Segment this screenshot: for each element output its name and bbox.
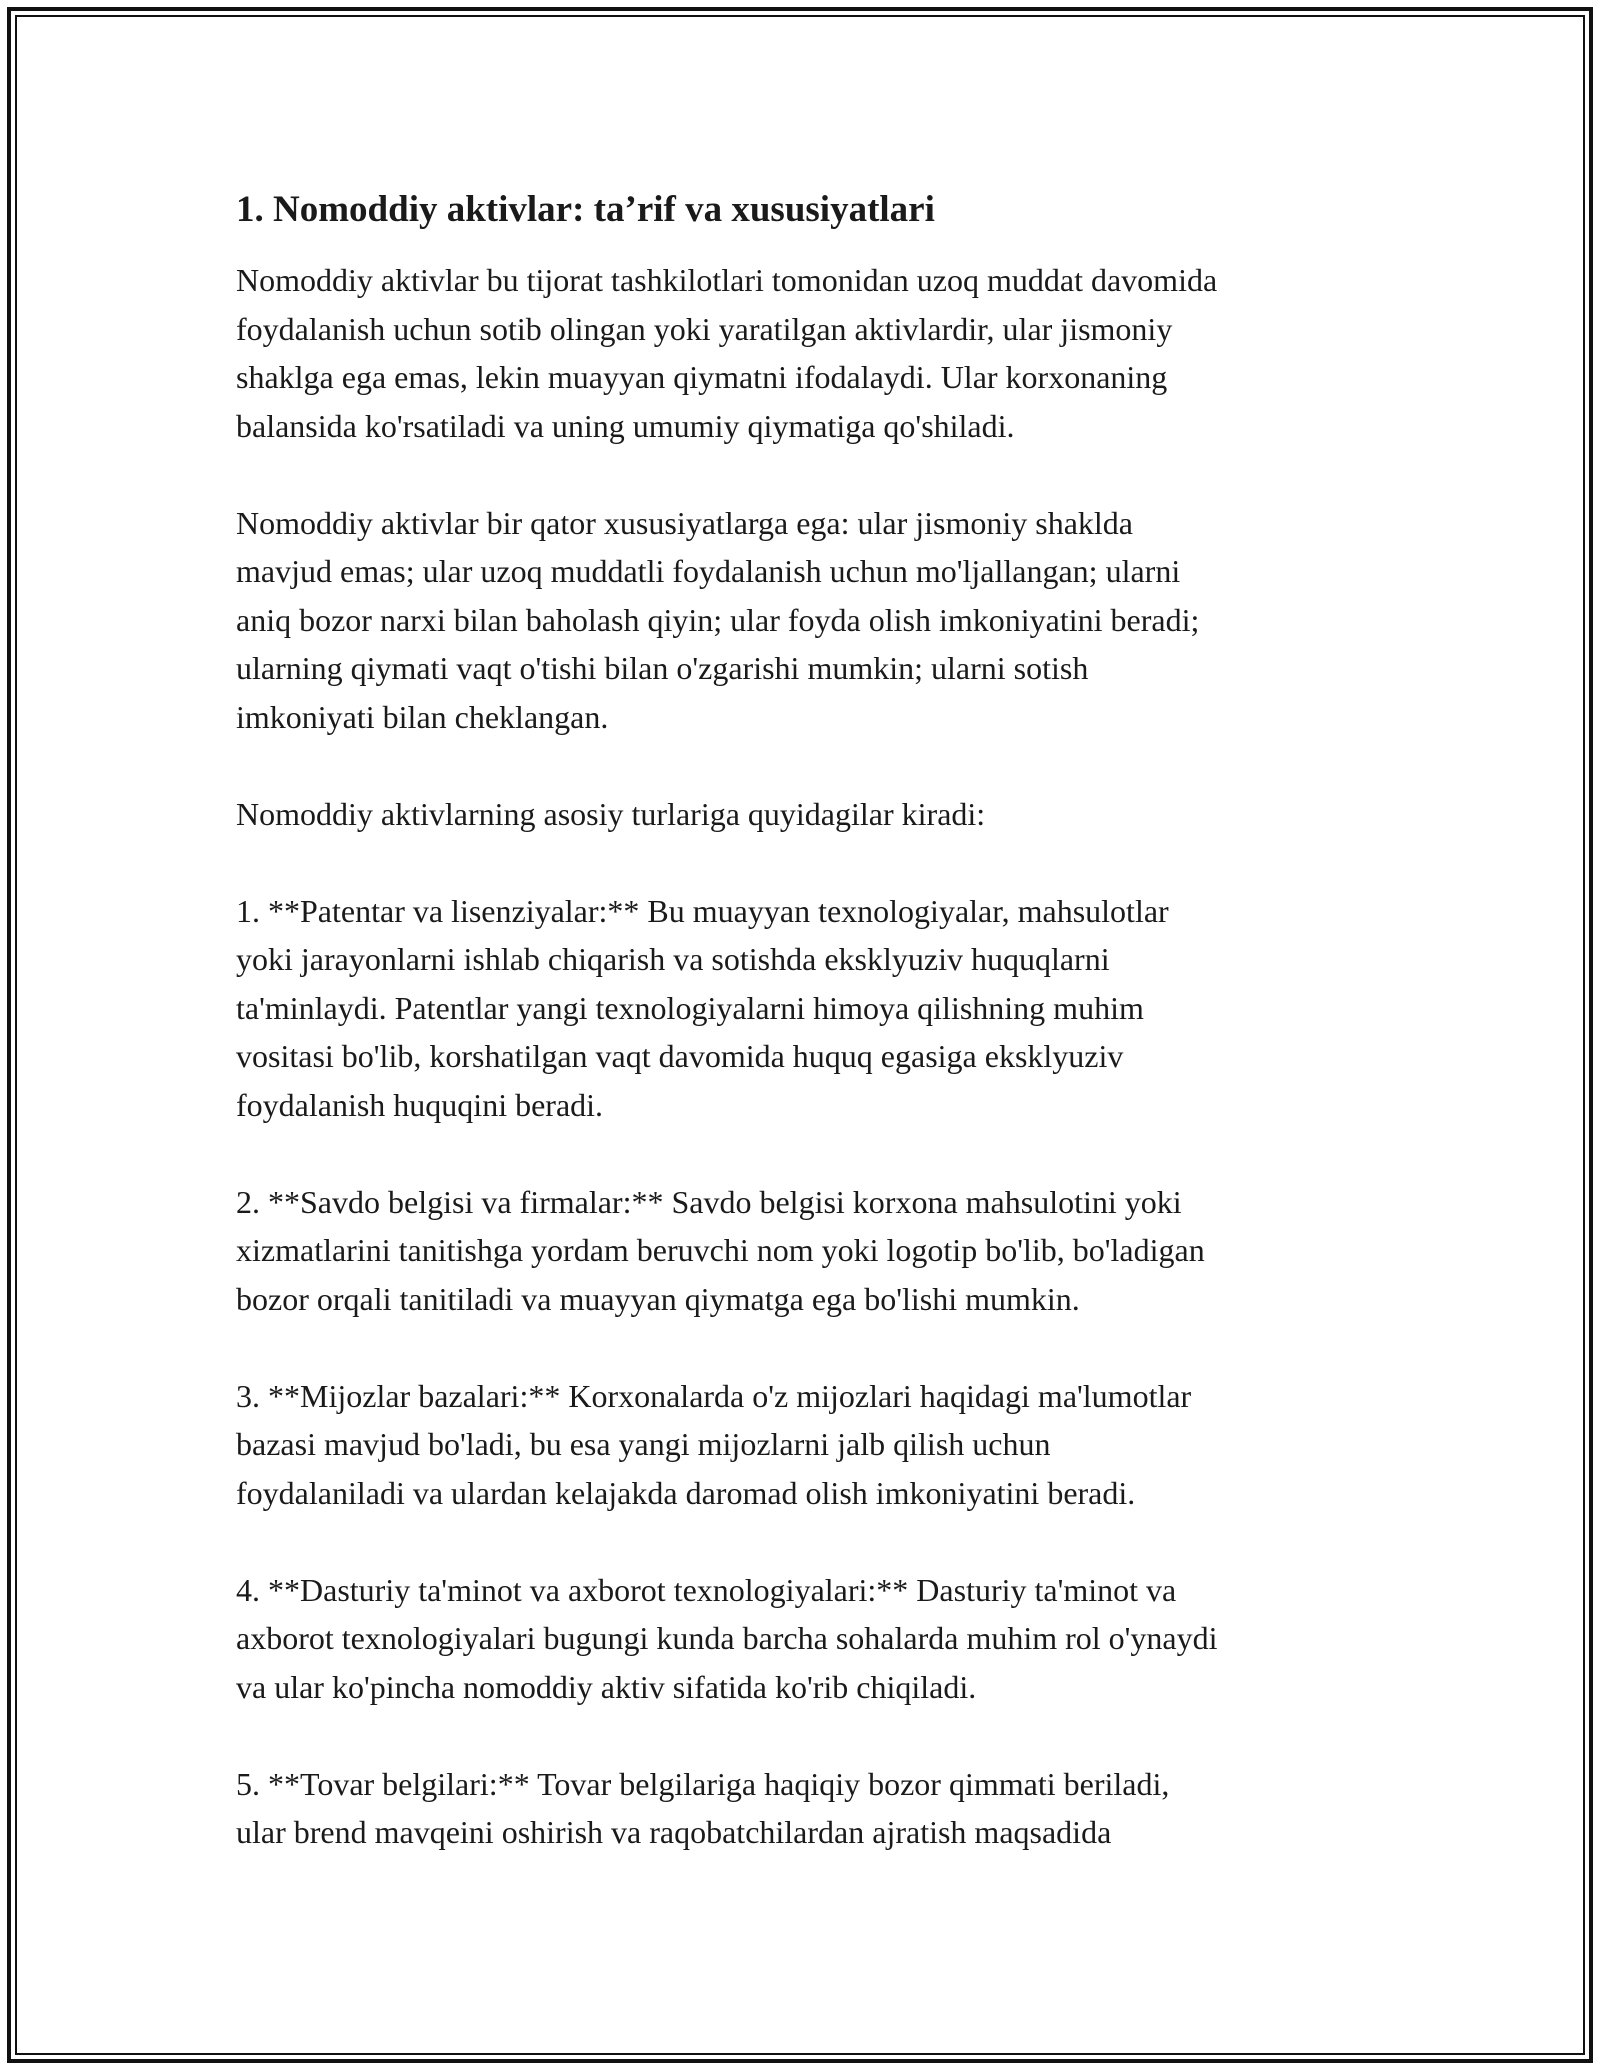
- text-line: yoki jarayonlarni ishlab chiqarish va sotishda eksklyuziv huquqlarni: [236, 941, 1110, 977]
- list-item-software: [236, 1566, 1366, 1712]
- paragraph-types-intro: [236, 790, 1366, 839]
- text-line: Nomoddiy aktivlarning asosiy turlariga quyidagilar kiradi:: [236, 795, 986, 832]
- text-line: ularning qiymati vaqt o'tishi bilan o'zgarishi mumkin; ularni sotish: [236, 650, 1089, 686]
- text-line: mavjud emas; ular uzoq muddatli foydalanish uchun mo'ljallangan; ularni: [236, 553, 1181, 589]
- text-line: foydalanish uchun sotib olingan yoki yaratilgan aktivlardir, ular jismoniy: [236, 310, 1173, 347]
- text-line: foydalaniladi va ulardan kelajakda daromad olish imkoniyatini beradi.: [236, 1474, 1136, 1511]
- text-line: va ular ko'pincha nomoddiy aktiv sifatida ko'rib chiqiladi.: [236, 1668, 977, 1705]
- text-line: axborot texnologiyalari bugungi kunda barcha sohalarda muhim rol o'ynaydi: [236, 1620, 1218, 1656]
- text-line: ular brend mavqeini oshirish va raqobatchilardan ajratish maqsadida: [236, 1814, 1112, 1850]
- text-line: imkoniyati bilan cheklangan.: [236, 698, 609, 735]
- text-line: bazasi mavjud bo'ladi, bu esa yangi mijozlarni jalb qilish uchun: [236, 1426, 1051, 1462]
- text-line: foydalanish huquqini beradi.: [236, 1086, 604, 1123]
- list-item-trademarks: [236, 1178, 1366, 1324]
- text-line: 5. **Tovar belgilari:** Tovar belgilariga haqiqiy bozor qimmati beriladi,: [236, 1765, 1170, 1802]
- text-line: 1. **Patentar va lisenziyalar:** Bu muayyan texnologiyalar, mahsulotlar: [236, 892, 1169, 929]
- list-item-brand-marks: [236, 1760, 1366, 1857]
- text-line: balansida ko'rsatiladi va uning umumiy qiymatiga qo'shiladi.: [236, 407, 1015, 444]
- text-line: xizmatlarini tanitishga yordam beruvchi nom yoki logotip bo'lib, bo'ladigan: [236, 1232, 1205, 1268]
- text-line: aniq bozor narxi bilan baholash qiyin; ular foyda olish imkoniyatini beradi;: [236, 601, 1200, 638]
- text-line: 3. **Mijozlar bazalari:** Korxonalarda o'z mijozlari haqidagi ma'lumotlar: [236, 1377, 1192, 1414]
- document-body: [236, 186, 1366, 1905]
- paragraph-definition: [236, 256, 1366, 450]
- list-item-customer-bases: [236, 1372, 1366, 1518]
- paragraph-properties: [236, 499, 1366, 742]
- text-line: bozor orqali tanitiladi va muayyan qiymatga ega bo'lishi mumkin.: [236, 1280, 1080, 1317]
- text-line: Nomoddiy aktivlar bu tijorat tashkilotlari tomonidan uzoq muddat davomida: [236, 262, 1218, 298]
- text-line: 4. **Dasturiy ta'minot va axborot texnologiyalari:** Dasturiy ta'minot va: [236, 1571, 1177, 1608]
- text-line: 2. **Savdo belgisi va firmalar:** Savdo belgisi korxona mahsulotini yoki: [236, 1183, 1182, 1220]
- list-item-patents: [236, 887, 1366, 1130]
- section-heading: 1. Nomoddiy aktivlar: ta’rif va xususiyatlari: [236, 189, 935, 230]
- text-line: Nomoddiy aktivlar bir qator xususiyatlarga ega: ular jismoniy shaklda: [236, 504, 1133, 541]
- text-line: vositasi bo'lib, korshatilgan vaqt davomida huquq egasiga eksklyuziv: [236, 1038, 1124, 1074]
- text-line: ta'minlaydi. Patentlar yangi texnologiyalarni himoya qilishning muhim: [236, 989, 1144, 1026]
- text-line: shaklga ega emas, lekin muayyan qiymatni ifodalaydi. Ular korxonaning: [236, 359, 1168, 395]
